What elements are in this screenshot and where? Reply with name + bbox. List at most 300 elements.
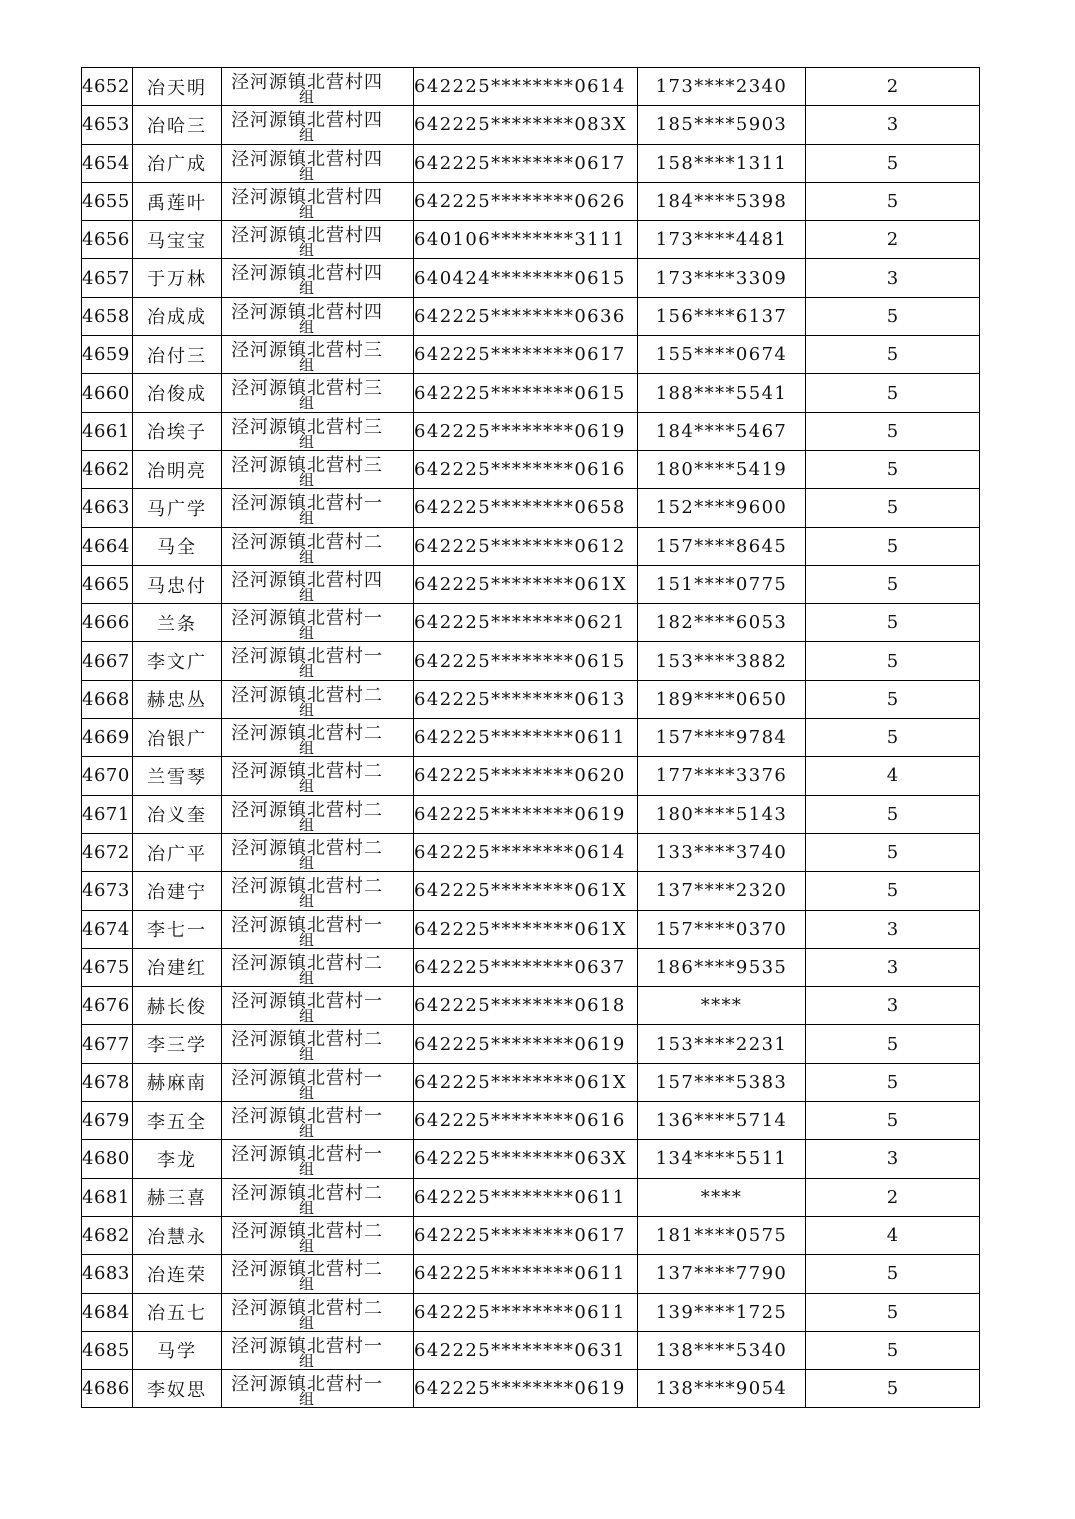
- household-count-cell: 5: [806, 450, 980, 488]
- phone-number-cell: 157****8645: [638, 527, 806, 565]
- address-cell: [222, 833, 414, 871]
- address-line: 泾河源镇北营村二: [231, 876, 383, 898]
- address-line: 泾河源镇北营村二: [231, 837, 383, 859]
- address-line: 泾河源镇北营村一: [231, 1106, 383, 1128]
- row-number-cell: 4680: [82, 1140, 133, 1178]
- address-wrap: 组: [299, 1160, 315, 1179]
- table-row: [82, 795, 980, 833]
- household-count-cell: 5: [806, 642, 980, 680]
- roster-body: [82, 68, 980, 1408]
- row-number-cell: 4668: [82, 680, 133, 718]
- id-number-cell: 642225********061X: [414, 910, 638, 948]
- id-number-cell: 642225********0619: [414, 412, 638, 450]
- address-line: 泾河源镇北营村一: [231, 1374, 383, 1396]
- phone-number-cell: 184****5467: [638, 412, 806, 450]
- household-count-cell: 2: [806, 1178, 980, 1216]
- phone-number-cell: 184****5398: [638, 182, 806, 220]
- address-cell: [222, 106, 414, 144]
- address-line: 泾河源镇北营村一: [231, 646, 383, 668]
- address-wrap: 组: [299, 1007, 315, 1025]
- household-count-cell: 3: [806, 106, 980, 144]
- address-wrap: 组: [299, 815, 315, 834]
- person-name-cell: 马宝宝: [133, 221, 222, 259]
- address-cell: [222, 948, 414, 986]
- table-row: [82, 1370, 980, 1408]
- address-line: 泾河源镇北营村三: [231, 340, 383, 362]
- phone-number-cell: 180****5143: [638, 795, 806, 833]
- table-row: [82, 182, 980, 220]
- row-number-cell: 4669: [82, 719, 133, 757]
- address-line: 泾河源镇北营村三: [231, 416, 383, 438]
- table-row: [82, 1331, 980, 1369]
- person-name-cell: 李龙: [133, 1140, 222, 1178]
- household-count-cell: 5: [806, 182, 980, 220]
- address-wrap: 组: [299, 585, 315, 604]
- address-cell: [222, 757, 414, 795]
- id-number-cell: 642225********0614: [414, 68, 638, 106]
- address-line: 泾河源镇北营村四: [231, 263, 383, 285]
- address-wrap: 组: [299, 1122, 315, 1140]
- table-row: [82, 757, 980, 795]
- person-name-cell: 李七一: [133, 910, 222, 948]
- table-row: [82, 68, 980, 106]
- id-number-cell: 642225********0611: [414, 1255, 638, 1293]
- address-line: 泾河源镇北营村四: [231, 110, 383, 132]
- row-number-cell: 4667: [82, 642, 133, 680]
- phone-number-cell: 152****9600: [638, 489, 806, 527]
- household-count-cell: 5: [806, 604, 980, 642]
- address-line: 泾河源镇北营村二: [231, 684, 383, 706]
- address-line: 泾河源镇北营村二: [231, 1220, 383, 1242]
- address-cell: [222, 144, 414, 182]
- row-number-cell: 4663: [82, 489, 133, 527]
- address-wrap: 组: [299, 662, 315, 681]
- address-cell: [222, 489, 414, 527]
- address-line: 泾河源镇北营村四: [231, 569, 383, 591]
- phone-number-cell: 188****5541: [638, 374, 806, 412]
- row-number-cell: 4683: [82, 1255, 133, 1293]
- household-count-cell: 5: [806, 1293, 980, 1331]
- address-line: 泾河源镇北营村四: [231, 148, 383, 170]
- address-line: 泾河源镇北营村二: [231, 1029, 383, 1051]
- household-count-cell: 3: [806, 259, 980, 297]
- row-number-cell: 4658: [82, 297, 133, 335]
- address-cell: [222, 987, 414, 1025]
- phone-number-cell: 185****5903: [638, 106, 806, 144]
- address-cell: [222, 259, 414, 297]
- table-row: [82, 1216, 980, 1254]
- table-row: [82, 948, 980, 986]
- address-cell: [222, 872, 414, 910]
- address-cell: [222, 1140, 414, 1178]
- table-row: [82, 565, 980, 603]
- address-cell: [222, 1102, 414, 1140]
- row-number-cell: 4657: [82, 259, 133, 297]
- person-name-cell: 马学: [133, 1331, 222, 1369]
- address-cell: [222, 374, 414, 412]
- address-wrap: 组: [299, 1390, 315, 1408]
- household-count-cell: 5: [806, 1063, 980, 1101]
- row-number-cell: 4664: [82, 527, 133, 565]
- phone-number-cell: 157****5383: [638, 1063, 806, 1101]
- phone-number-cell: 182****6053: [638, 604, 806, 642]
- household-count-cell: 3: [806, 948, 980, 986]
- address-wrap: 组: [299, 968, 315, 987]
- household-count-cell: 5: [806, 336, 980, 374]
- row-number-cell: 4672: [82, 833, 133, 871]
- id-number-cell: 642225********0612: [414, 527, 638, 565]
- address-wrap: 组: [299, 1045, 315, 1064]
- row-number-cell: 4654: [82, 144, 133, 182]
- id-number-cell: 642225********0621: [414, 604, 638, 642]
- phone-number-cell: 173****2340: [638, 68, 806, 106]
- table-row: [82, 1140, 980, 1178]
- row-number-cell: 4662: [82, 450, 133, 488]
- address-line: 泾河源镇北营村二: [231, 723, 383, 745]
- person-name-cell: 马全: [133, 527, 222, 565]
- phone-number-cell: 157****9784: [638, 719, 806, 757]
- table-row: [82, 527, 980, 565]
- id-number-cell: 642225********0617: [414, 144, 638, 182]
- person-name-cell: 冶建红: [133, 948, 222, 986]
- address-wrap: 组: [299, 432, 315, 451]
- address-wrap: 组: [299, 892, 315, 911]
- id-number-cell: 642225********0631: [414, 1331, 638, 1369]
- id-number-cell: 642225********0616: [414, 1102, 638, 1140]
- id-number-cell: 642225********083X: [414, 106, 638, 144]
- address-line: 泾河源镇北营村二: [231, 531, 383, 553]
- address-cell: [222, 642, 414, 680]
- row-number-cell: 4665: [82, 565, 133, 603]
- address-line: 泾河源镇北营村一: [231, 493, 383, 515]
- row-number-cell: 4666: [82, 604, 133, 642]
- address-cell: [222, 1293, 414, 1331]
- address-cell: [222, 1178, 414, 1216]
- id-number-cell: 640424********0615: [414, 259, 638, 297]
- address-wrap: 组: [299, 279, 315, 298]
- id-number-cell: 642225********0617: [414, 336, 638, 374]
- id-number-cell: 642225********061X: [414, 1063, 638, 1101]
- person-name-cell: 赫忠丛: [133, 680, 222, 718]
- row-number-cell: 4659: [82, 336, 133, 374]
- person-name-cell: 赫三喜: [133, 1178, 222, 1216]
- id-number-cell: 642225********061X: [414, 872, 638, 910]
- address-wrap: 组: [299, 777, 315, 796]
- row-number-cell: 4678: [82, 1063, 133, 1101]
- address-cell: [222, 297, 414, 335]
- address-cell: [222, 565, 414, 603]
- table-row: [82, 987, 980, 1025]
- household-count-cell: 5: [806, 144, 980, 182]
- address-wrap: 组: [299, 1083, 315, 1102]
- table-row: [82, 1063, 980, 1101]
- row-number-cell: 4655: [82, 182, 133, 220]
- address-line: 泾河源镇北营村一: [231, 608, 383, 630]
- address-cell: [222, 1370, 414, 1408]
- row-number-cell: 4682: [82, 1216, 133, 1254]
- address-wrap: 组: [299, 1275, 315, 1293]
- id-number-cell: 642225********061X: [414, 565, 638, 603]
- phone-number-cell: 156****6137: [638, 297, 806, 335]
- address-cell: [222, 336, 414, 374]
- person-name-cell: 马广学: [133, 489, 222, 527]
- row-number-cell: 4671: [82, 795, 133, 833]
- phone-number-cell: ****: [638, 987, 806, 1025]
- address-wrap: 组: [299, 700, 315, 719]
- table-row: [82, 719, 980, 757]
- household-count-cell: 5: [806, 680, 980, 718]
- phone-number-cell: 180****5419: [638, 450, 806, 488]
- address-cell: [222, 527, 414, 565]
- row-number-cell: 4661: [82, 412, 133, 450]
- id-number-cell: 642225********0619: [414, 1370, 638, 1408]
- table-row: [82, 872, 980, 910]
- address-line: 泾河源镇北营村一: [231, 1335, 383, 1357]
- person-name-cell: 李三学: [133, 1025, 222, 1063]
- phone-number-cell: 151****0775: [638, 565, 806, 603]
- roster-table: [81, 67, 980, 1408]
- person-name-cell: 冶广成: [133, 144, 222, 182]
- id-number-cell: 642225********0615: [414, 642, 638, 680]
- person-name-cell: 李奴思: [133, 1370, 222, 1408]
- table-row: [82, 833, 980, 871]
- table-row: [82, 1255, 980, 1293]
- person-name-cell: 冶银广: [133, 719, 222, 757]
- table-row: [82, 604, 980, 642]
- row-number-cell: 4653: [82, 106, 133, 144]
- household-count-cell: 5: [806, 565, 980, 603]
- address-wrap: 组: [299, 853, 315, 872]
- row-number-cell: 4676: [82, 987, 133, 1025]
- row-number-cell: 4660: [82, 374, 133, 412]
- person-name-cell: 马忠付: [133, 565, 222, 603]
- household-count-cell: 5: [806, 489, 980, 527]
- phone-number-cell: 153****2231: [638, 1025, 806, 1063]
- address-line: 泾河源镇北营村一: [231, 1067, 383, 1089]
- address-cell: [222, 1255, 414, 1293]
- person-name-cell: 冶付三: [133, 336, 222, 374]
- table-row: [82, 1102, 980, 1140]
- household-count-cell: 5: [806, 833, 980, 871]
- address-wrap: 组: [299, 126, 315, 145]
- id-number-cell: 642225********0617: [414, 1216, 638, 1254]
- row-number-cell: 4652: [82, 68, 133, 106]
- person-name-cell: 兰条: [133, 604, 222, 642]
- id-number-cell: 642225********0613: [414, 680, 638, 718]
- household-count-cell: 5: [806, 527, 980, 565]
- address-line: 泾河源镇北营村四: [231, 72, 383, 93]
- phone-number-cell: 139****1725: [638, 1293, 806, 1331]
- address-wrap: 组: [299, 88, 315, 106]
- address-line: 泾河源镇北营村一: [231, 991, 383, 1013]
- row-number-cell: 4675: [82, 948, 133, 986]
- address-line: 泾河源镇北营村四: [231, 301, 383, 323]
- household-count-cell: 3: [806, 1140, 980, 1178]
- table-row: [82, 642, 980, 680]
- table-row: [82, 259, 980, 297]
- household-count-cell: 2: [806, 221, 980, 259]
- person-name-cell: 冶五七: [133, 1293, 222, 1331]
- phone-number-cell: 173****4481: [638, 221, 806, 259]
- address-wrap: 组: [299, 317, 315, 336]
- person-name-cell: 冶天明: [133, 68, 222, 106]
- row-number-cell: 4674: [82, 910, 133, 948]
- id-number-cell: 642225********0619: [414, 1025, 638, 1063]
- household-count-cell: 5: [806, 412, 980, 450]
- id-number-cell: 642225********0614: [414, 833, 638, 871]
- phone-number-cell: 155****0674: [638, 336, 806, 374]
- id-number-cell: 642225********0636: [414, 297, 638, 335]
- address-line: 泾河源镇北营村四: [231, 225, 383, 247]
- address-cell: [222, 450, 414, 488]
- phone-number-cell: 137****7790: [638, 1255, 806, 1293]
- address-wrap: 组: [299, 356, 315, 374]
- address-wrap: 组: [299, 1313, 315, 1332]
- address-line: 泾河源镇北营村二: [231, 761, 383, 783]
- table-row: [82, 450, 980, 488]
- address-line: 泾河源镇北营村一: [231, 914, 383, 936]
- id-number-cell: 640106********3111: [414, 221, 638, 259]
- household-count-cell: 5: [806, 1102, 980, 1140]
- address-line: 泾河源镇北营村三: [231, 378, 383, 400]
- row-number-cell: 4685: [82, 1331, 133, 1369]
- phone-number-cell: 153****3882: [638, 642, 806, 680]
- person-name-cell: 冶建宁: [133, 872, 222, 910]
- person-name-cell: 于万林: [133, 259, 222, 297]
- table-row: [82, 910, 980, 948]
- address-line: 泾河源镇北营村二: [231, 1259, 383, 1281]
- phone-number-cell: 158****1311: [638, 144, 806, 182]
- household-count-cell: 4: [806, 757, 980, 795]
- row-number-cell: 4684: [82, 1293, 133, 1331]
- address-cell: [222, 1216, 414, 1254]
- phone-number-cell: 137****2320: [638, 872, 806, 910]
- address-line: 泾河源镇北营村二: [231, 1182, 383, 1204]
- address-cell: [222, 795, 414, 833]
- household-count-cell: 5: [806, 872, 980, 910]
- household-count-cell: 2: [806, 68, 980, 106]
- household-count-cell: 5: [806, 795, 980, 833]
- table-row: [82, 1178, 980, 1216]
- household-count-cell: 5: [806, 1255, 980, 1293]
- household-count-cell: 5: [806, 1370, 980, 1408]
- address-wrap: 组: [299, 624, 315, 642]
- address-wrap: 组: [299, 1236, 315, 1255]
- person-name-cell: 冶广平: [133, 833, 222, 871]
- address-wrap: 组: [299, 202, 315, 221]
- phone-number-cell: 189****0650: [638, 680, 806, 718]
- address-wrap: 组: [299, 930, 315, 949]
- table-row: [82, 144, 980, 182]
- address-cell: [222, 221, 414, 259]
- address-wrap: 组: [299, 241, 315, 259]
- table-row: [82, 489, 980, 527]
- id-number-cell: 642225********0611: [414, 719, 638, 757]
- person-name-cell: 兰雪琴: [133, 757, 222, 795]
- phone-number-cell: ****: [638, 1178, 806, 1216]
- address-wrap: 组: [299, 164, 315, 183]
- address-wrap: 组: [299, 1198, 315, 1217]
- table-row: [82, 1025, 980, 1063]
- address-cell: [222, 680, 414, 718]
- household-count-cell: 3: [806, 987, 980, 1025]
- address-wrap: 组: [299, 739, 315, 757]
- household-count-cell: 3: [806, 910, 980, 948]
- household-count-cell: 5: [806, 1331, 980, 1369]
- id-number-cell: 642225********0619: [414, 795, 638, 833]
- household-count-cell: 5: [806, 719, 980, 757]
- address-wrap: 组: [299, 509, 315, 528]
- phone-number-cell: 157****0370: [638, 910, 806, 948]
- person-name-cell: 冶哈三: [133, 106, 222, 144]
- address-line: 泾河源镇北营村二: [231, 952, 383, 974]
- id-number-cell: 642225********0611: [414, 1293, 638, 1331]
- address-cell: [222, 910, 414, 948]
- person-name-cell: 冶慧永: [133, 1216, 222, 1254]
- phone-number-cell: 134****5511: [638, 1140, 806, 1178]
- id-number-cell: 642225********0611: [414, 1178, 638, 1216]
- address-wrap: 组: [299, 470, 315, 489]
- address-cell: [222, 182, 414, 220]
- phone-number-cell: 173****3309: [638, 259, 806, 297]
- household-count-cell: 5: [806, 297, 980, 335]
- address-cell: [222, 1063, 414, 1101]
- person-name-cell: 李五全: [133, 1102, 222, 1140]
- address-cell: [222, 604, 414, 642]
- person-name-cell: 冶明亮: [133, 450, 222, 488]
- id-number-cell: 642225********0626: [414, 182, 638, 220]
- id-number-cell: 642225********0615: [414, 374, 638, 412]
- address-line: 泾河源镇北营村二: [231, 799, 383, 821]
- phone-number-cell: 138****5340: [638, 1331, 806, 1369]
- id-number-cell: 642225********0637: [414, 948, 638, 986]
- table-row: [82, 374, 980, 412]
- phone-number-cell: 136****5714: [638, 1102, 806, 1140]
- person-name-cell: 冶俊成: [133, 374, 222, 412]
- phone-number-cell: 133****3740: [638, 833, 806, 871]
- id-number-cell: 642225********0658: [414, 489, 638, 527]
- person-name-cell: 赫麻南: [133, 1063, 222, 1101]
- table-row: [82, 297, 980, 335]
- address-line: 泾河源镇北营村三: [231, 454, 383, 476]
- table-row: [82, 336, 980, 374]
- household-count-cell: 5: [806, 1025, 980, 1063]
- row-number-cell: 4673: [82, 872, 133, 910]
- id-number-cell: 642225********063X: [414, 1140, 638, 1178]
- table-row: [82, 680, 980, 718]
- address-cell: [222, 68, 414, 106]
- row-number-cell: 4686: [82, 1370, 133, 1408]
- person-name-cell: 冶埃子: [133, 412, 222, 450]
- table-row: [82, 221, 980, 259]
- address-wrap: 组: [299, 1351, 315, 1370]
- person-name-cell: 冶义奎: [133, 795, 222, 833]
- household-count-cell: 5: [806, 374, 980, 412]
- row-number-cell: 4677: [82, 1025, 133, 1063]
- row-number-cell: 4681: [82, 1178, 133, 1216]
- phone-number-cell: 186****9535: [638, 948, 806, 986]
- phone-number-cell: 138****9054: [638, 1370, 806, 1408]
- address-cell: [222, 719, 414, 757]
- person-name-cell: 赫长俊: [133, 987, 222, 1025]
- person-name-cell: 李文广: [133, 642, 222, 680]
- row-number-cell: 4679: [82, 1102, 133, 1140]
- address-cell: [222, 1331, 414, 1369]
- person-name-cell: 冶连荣: [133, 1255, 222, 1293]
- address-line: 泾河源镇北营村四: [231, 186, 383, 208]
- address-line: 泾河源镇北营村一: [231, 1144, 383, 1166]
- address-line: 泾河源镇北营村二: [231, 1297, 383, 1319]
